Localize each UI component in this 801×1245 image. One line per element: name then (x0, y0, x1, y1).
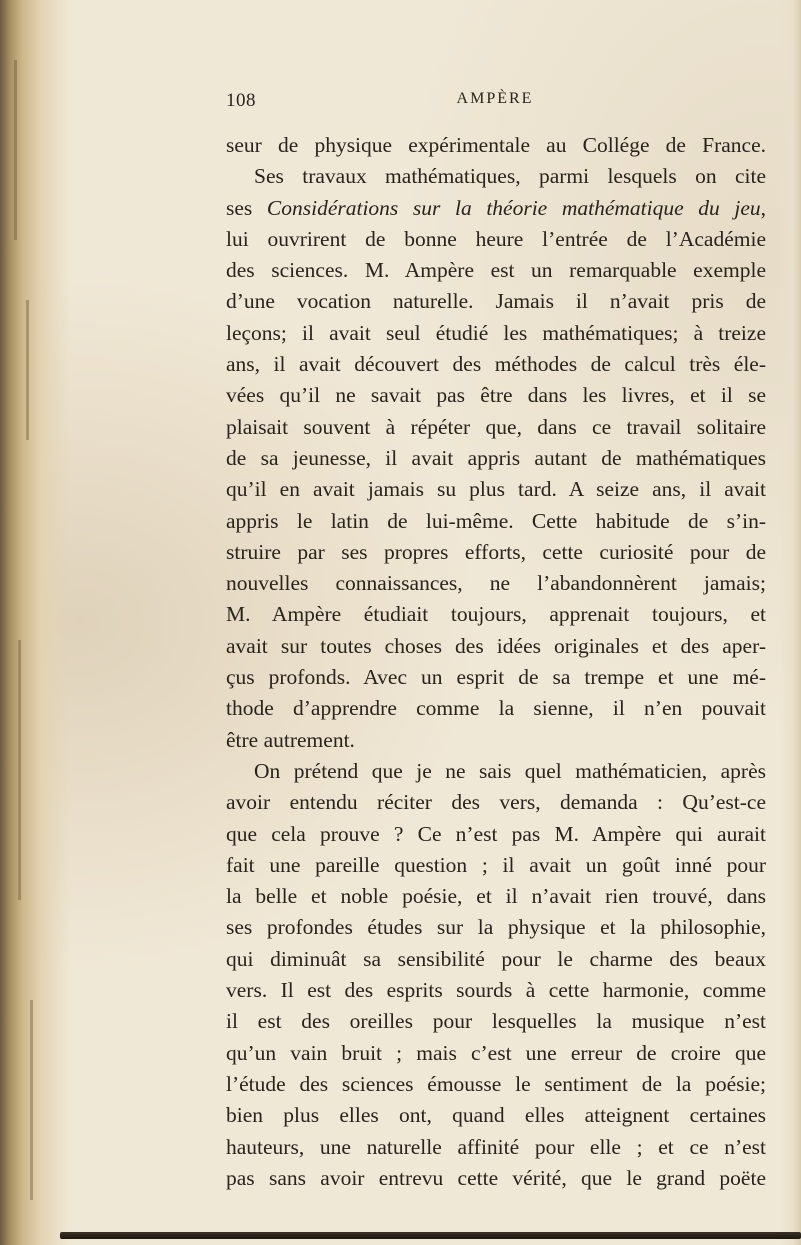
text-line: leçons; il avait seul étudié les mathématiques; à treize (226, 320, 766, 345)
text-line: l’étude des sciences émousse le sentiment de la poésie; (226, 1071, 766, 1096)
text-line: struire par ses propres efforts, cette curiosité pour de (226, 539, 766, 564)
text-line: thode d’apprendre comme la sienne, il n’en pouvait (226, 696, 766, 721)
text-line: de sa jeunesse, il avait appris autant de mathématiques (226, 445, 766, 470)
text-line: vées qu’il ne savait pas être dans les livres, et il se (226, 383, 766, 408)
text-line: qu’un vain bruit ; mais c’est une erreur de croire que (226, 1040, 766, 1065)
text-line: la belle et noble poésie, et il n’avait rien trouvé, dans (226, 884, 766, 909)
text-line: M. Ampère étudiait toujours, apprenait toujours, et (226, 602, 766, 627)
text-line: pas sans avoir entrevu cette vérité, que le grand poëte (226, 1165, 766, 1190)
page-right-edge (779, 0, 801, 1245)
text-line: appris le latin de lui-même. Cette habitude de s’in- (226, 508, 766, 533)
text-line: seur de physique expérimentale au Collége de France. (226, 133, 766, 157)
text-line: il est des oreilles pour lesquelles la musique n’est (226, 1009, 766, 1034)
text-line: qui diminuât sa sensibilité pour le charme des beaux (226, 946, 766, 971)
text-line: hauteurs, une naturelle affinité pour elle ; et ce n’est (226, 1134, 766, 1159)
text-line: çus profonds. Avec un esprit de sa trempe et une mé- (226, 665, 766, 690)
text-line (226, 193, 766, 224)
text-line: Ses travaux mathématiques, parmi lesquels on cite (254, 164, 766, 189)
text-line: ses profondes études sur la physique et la philosophie, (226, 915, 766, 940)
page-binding-shadow (0, 0, 70, 1245)
text-line: fait une pareille question ; il avait un goût inné pour (226, 852, 766, 877)
text-line: lui ouvrirent de bonne heure l’entrée de l’Académie (226, 226, 766, 251)
text-line: On prétend que je ne sais quel mathématicien, après (254, 758, 766, 783)
text-fragment: ses (226, 195, 267, 220)
page-bottom-edge (60, 1232, 801, 1239)
text-line: des sciences. M. Ampère est un remarquable exemple (226, 258, 766, 283)
text-line: nouvelles connaissances, ne l’abandonnèrent jamais; (226, 571, 766, 596)
page-header (226, 90, 764, 116)
page-number: 108 (226, 90, 256, 111)
text-line: bien plus elles ont, quand elles atteignent certaines (226, 1103, 766, 1128)
text-line: avoir entendu réciter des vers, demanda : Qu’est-ce (226, 790, 766, 815)
text-line: d’une vocation naturelle. Jamais il n’avait pris de (226, 289, 766, 314)
italic-title: Considérations sur la théorie mathématique du jeu (266, 195, 761, 220)
text-line: qu’il en avait jamais su plus tard. A seize ans, il avait (226, 477, 766, 502)
text-line: ans, il avait découvert des méthodes de calcul très éle- (226, 352, 766, 377)
text-line: être autrement. (226, 727, 355, 752)
text-line: plaisait souvent à répéter que, dans ce travail solitaire (226, 414, 766, 439)
running-head: AMPÈRE (456, 90, 534, 107)
body-text (226, 130, 766, 1194)
text-line: que cela prouve ? Ce n’est pas M. Ampère qui aurait (226, 821, 766, 846)
text-line: avait sur toutes choses des idées originales et des aper- (226, 633, 766, 658)
text-fragment: , (760, 195, 766, 220)
text-line: vers. Il est des esprits sourds à cette harmonie, comme (226, 978, 766, 1003)
